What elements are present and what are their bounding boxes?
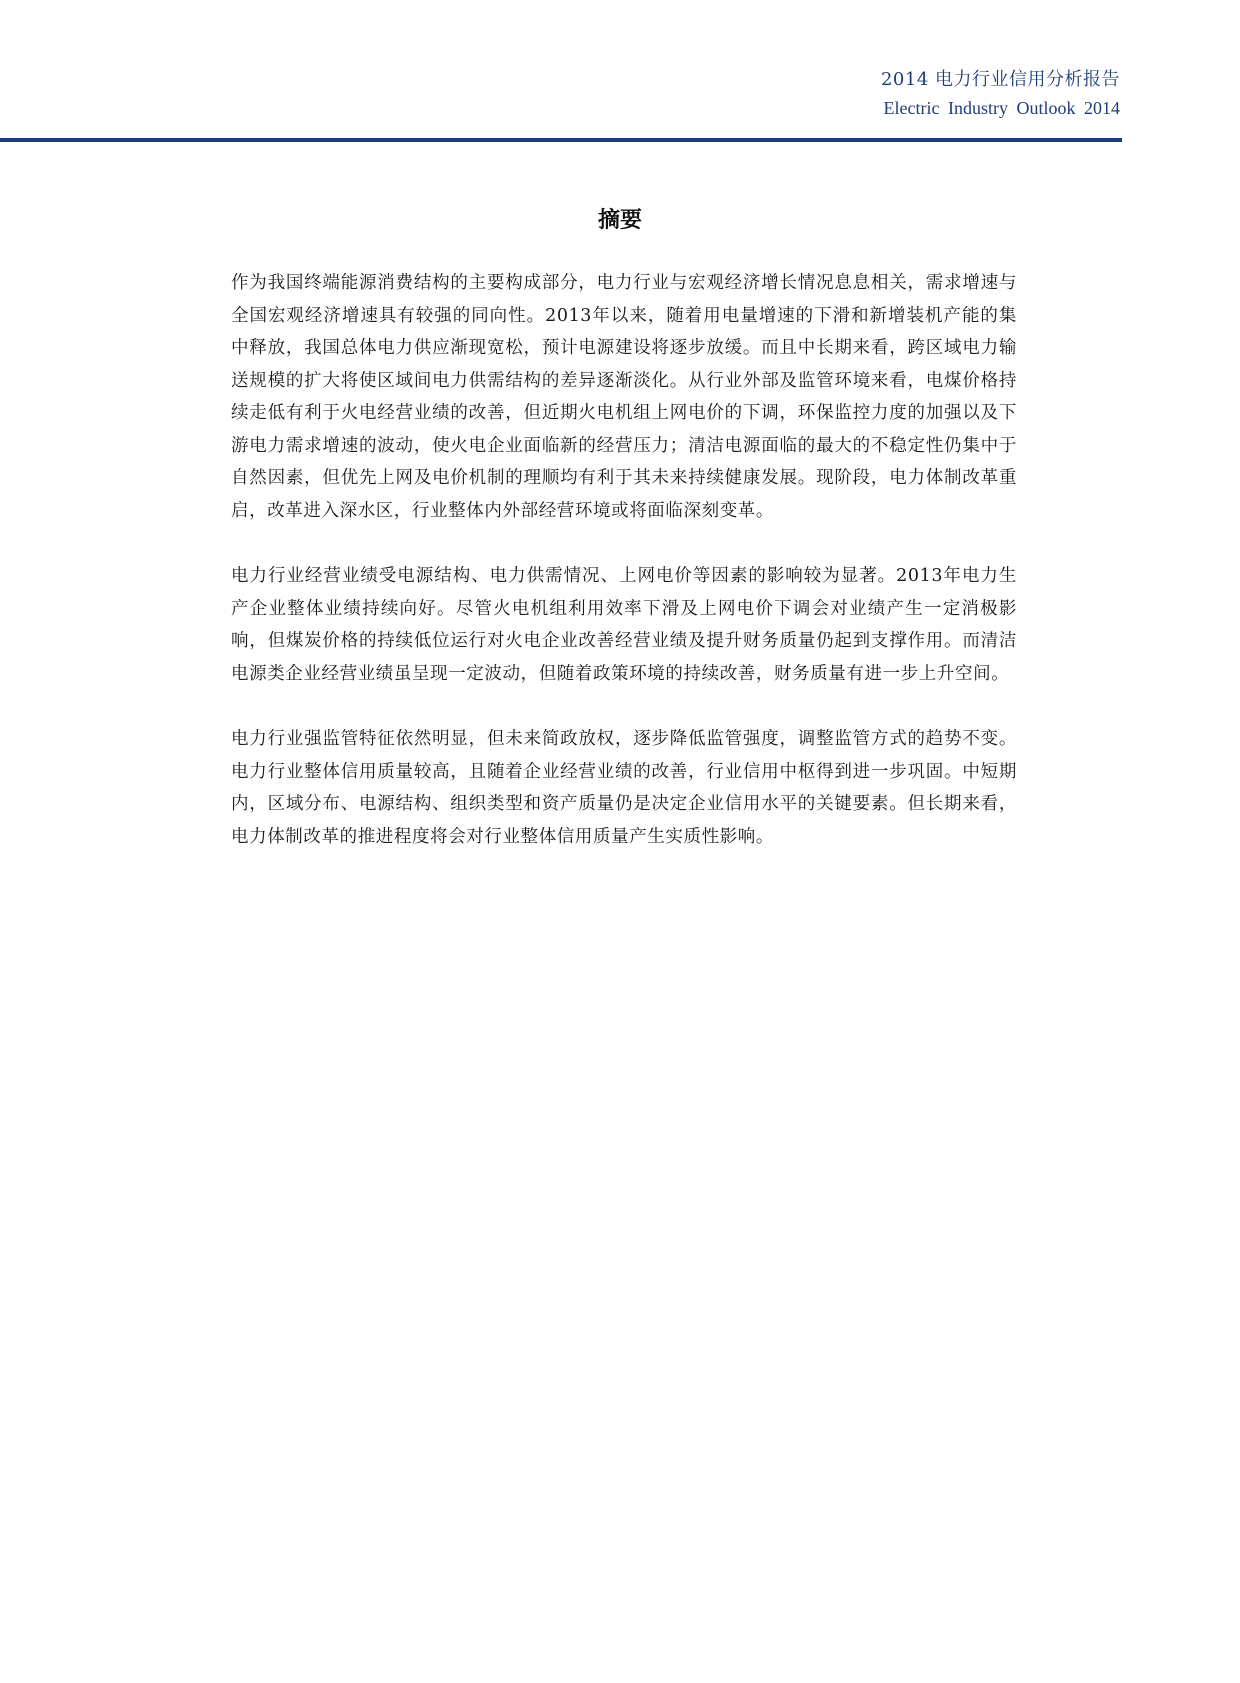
abstract-paragraph-1: 作为我国终端能源消费结构的主要构成部分，电力行业与宏观经济增长情况息息相关，需求增速与全国宏观经济增速具有较强的同向性。2013年以来，随着用电量增速的下滑和新增装机产能的集中释放，我国总体电力供应渐现宽松，预计电源建设将逐步放缓。而且中长期来看，跨区域电力输送规模的扩大将使区域间电力供需结构的差异逐渐淡化。从行业外部及监管环境来看，电煤价格持续走低有利于火电经营业绩的改善，但近期火电机组上网电价的下调，环保监控力度的加强以及下游电力需求增速的波动，使火电企业面临新的经营压力；清洁电源面临的最大的不稳定性仍集中于自然因素，但优先上网及电价机制的理顺均有利于其未来持续健康发展。现阶段，电力体制改革重启，改革进入深水区，行业整体内外部经营环境或将面临深刻变革。 bbox=[231, 273, 1017, 521]
section-title: 摘要 bbox=[597, 208, 642, 233]
report-title-english: Electric Industry Outlook 2014 bbox=[883, 98, 1120, 118]
abstract-paragraph-3: 电力行业强监管特征依然明显，但未来简政放权，逐步降低监管强度，调整监管方式的趋势不变。电力行业整体信用质量较高，且随着企业经营业绩的改善，行业信用中枢得到进一步巩固。中短期内，区域分布、电源结构、组织类型和资产质量仍是决定企业信用水平的关键要素。但长期来看，电力体制改革的推进程度将会对行业整体信用质量产生实质性影响。 bbox=[231, 729, 1017, 847]
header-divider bbox=[0, 138, 1122, 142]
abstract-paragraph-2: 电力行业经营业绩受电源结构、电力供需情况、上网电价等因素的影响较为显著。2013年电力生产企业整体业绩持续向好。尽管火电机组利用效率下滑及上网电价下调会对业绩产生一定消极影响，但煤炭价格的持续低位运行对火电企业改善经营业绩及提升财务质量仍起到支撑作用。而清洁电源类企业经营业绩虽呈现一定波动，但随着政策环境的持续改善，财务质量有进一步上升空间。 bbox=[231, 566, 1017, 684]
page-header bbox=[881, 66, 1120, 122]
abstract-body bbox=[231, 267, 1017, 886]
report-title-chinese: 2014 电力行业信用分析报告 bbox=[880, 69, 1120, 90]
